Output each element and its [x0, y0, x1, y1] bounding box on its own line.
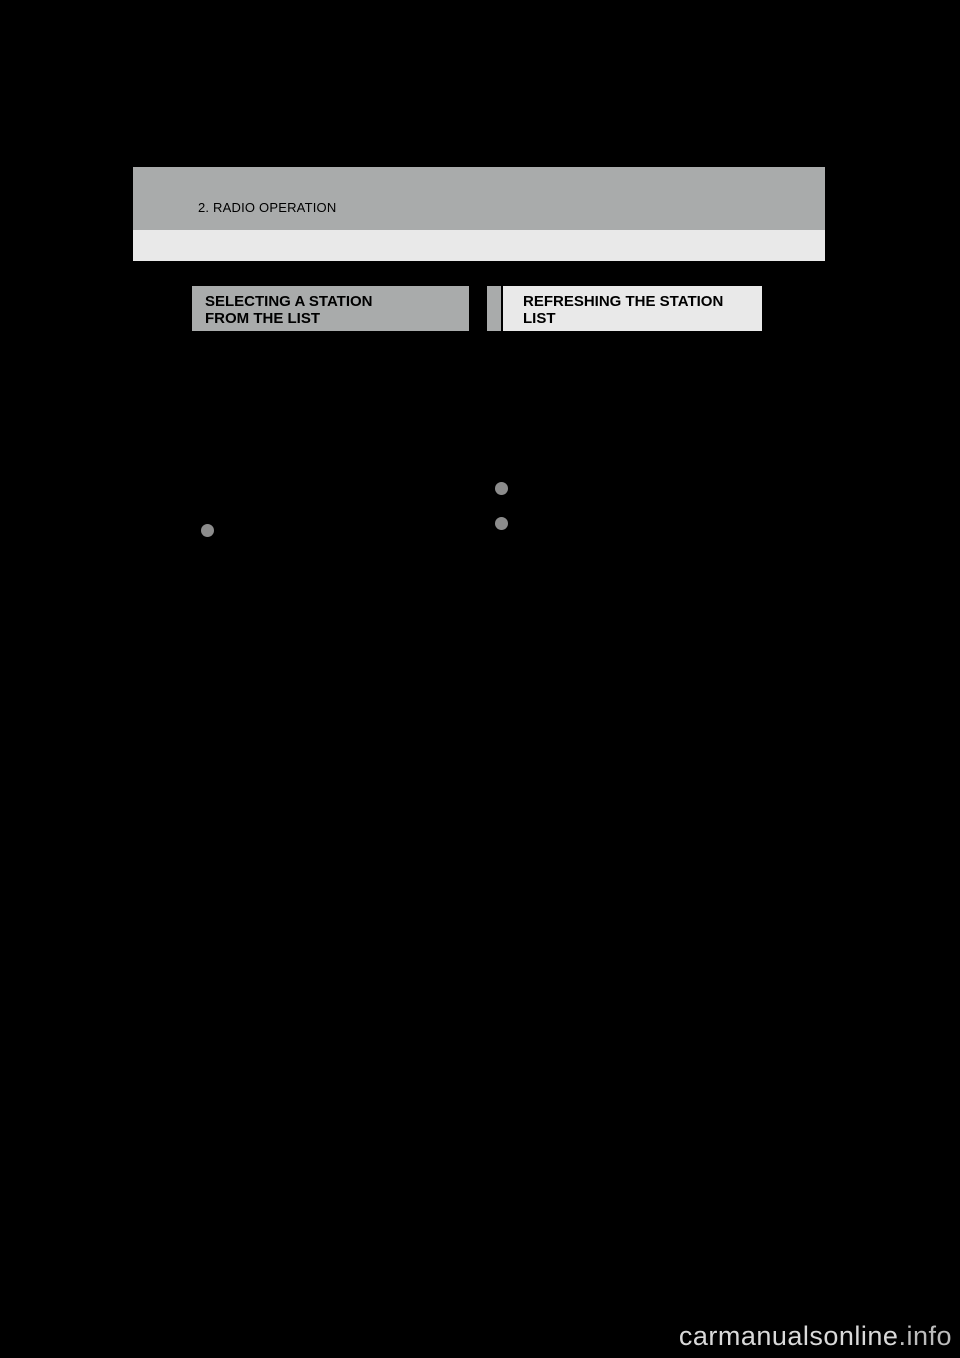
- bullet-icon: [495, 482, 508, 495]
- page-header-strip: [133, 230, 825, 261]
- bullet-icon: [495, 517, 508, 530]
- page-header-band: [133, 167, 825, 230]
- section-title-line-2: FROM THE LIST: [205, 310, 320, 327]
- section-marker-refreshing-station-list: [487, 286, 501, 331]
- section-heading-refreshing-station-list: [503, 286, 762, 331]
- section-title-text: [205, 293, 460, 327]
- watermark: [679, 1321, 952, 1352]
- watermark-suffix: .info: [898, 1321, 952, 1351]
- section-title-text: [523, 293, 758, 327]
- section-title-line-1: REFRESHING THE STATION: [523, 293, 724, 310]
- section-title-line-1: SELECTING A STATION: [205, 293, 373, 310]
- chapter-label: 2. RADIO OPERATION: [198, 200, 337, 215]
- section-heading-selecting-station: [192, 286, 469, 331]
- bullet-icon: [201, 524, 214, 537]
- section-title-line-2: LIST: [523, 310, 556, 327]
- watermark-text: carmanualsonline: [678, 1321, 899, 1351]
